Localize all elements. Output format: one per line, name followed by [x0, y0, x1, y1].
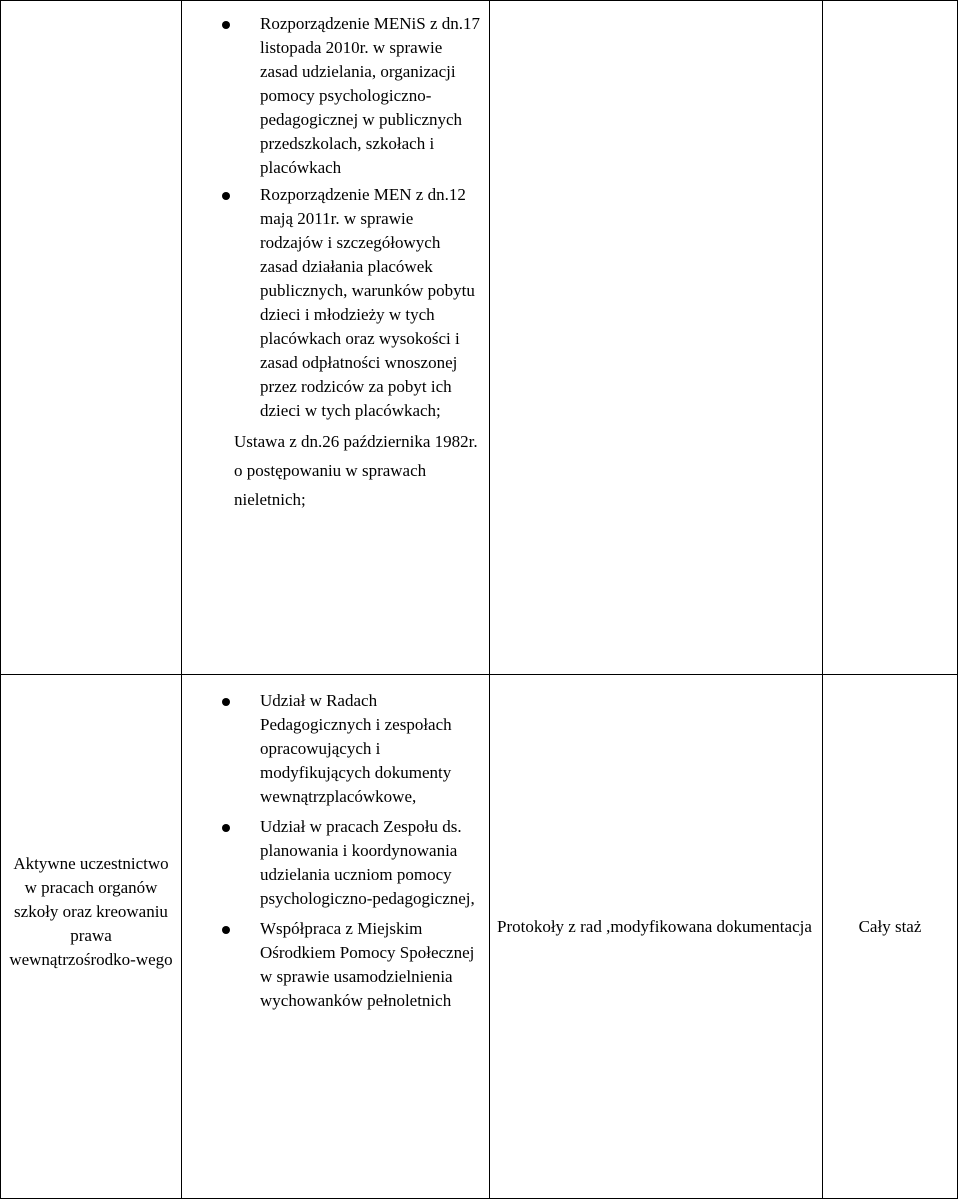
evidence-text: Protokoły z rad ,modyfikowana dokumentacja [497, 917, 812, 936]
bullet-icon [222, 21, 230, 29]
list-item [222, 815, 484, 911]
timeframe-text: Cały staż [858, 917, 922, 936]
table-border-top [0, 0, 958, 1]
list-item-text: Rozporządzenie MENiS z dn.17 listopada 2010r. w sprawie zasad udzielania, organizacji pomocy psychologiczno-pedagogicznej w publicznych przedszkolach, szkołach i placówkach [260, 14, 480, 177]
column-divider-1 [181, 0, 182, 1199]
table-border-bottom [0, 1198, 958, 1199]
list-item [222, 183, 480, 423]
bullet-icon [222, 192, 230, 200]
task-description: Aktywne uczestnictwo w pracach organów szkoły oraz kreowaniu prawa wewnątrzośrodko-wego [9, 854, 173, 969]
column-divider-3 [822, 0, 823, 1199]
list-item-text: Udział w Radach Pedagogicznych i zespołach opracowujących i modyfikujących dokumenty wewnątrzplacówkowe, [260, 691, 452, 806]
list-item-text: Udział w pracach Zespołu ds. planowania i koordynowania udzielania uczniom pomocy psychologiczno-pedagogicznej, [260, 817, 475, 908]
bullet-icon [222, 824, 230, 832]
row2-actions-cell [222, 689, 484, 1013]
table-border-left [0, 0, 1, 1199]
table-border-right [957, 0, 958, 1199]
row1-legal-basis-cell [222, 12, 480, 514]
column-divider-2 [489, 0, 490, 1199]
bullet-icon [222, 698, 230, 706]
list-item [222, 12, 480, 180]
row-divider [0, 674, 958, 675]
list-item-text: Rozporządzenie MEN z dn.12 mają 2011r. w sprawie rodzajów i szczegółowych zasad działania placówek publicznych, warunków pobytu dzieci i młodzieży w tych placówkach oraz wysokości i zasad odpłatności wnoszonej przez rodziców za pobyt ich dzieci w tych placówkach; [260, 185, 475, 420]
bullet-icon [222, 926, 230, 934]
list-item [222, 917, 484, 1013]
legal-reference-text: Ustawa z dn.26 października 1982r. o postępowaniu w sprawach nieletnich; [234, 432, 478, 509]
list-item [222, 689, 484, 809]
list-item-text: Współpraca z Miejskim Ośrodkiem Pomocy Społecznej w sprawie usamodzielnienia wychowanków pełnoletnich [260, 919, 475, 1010]
